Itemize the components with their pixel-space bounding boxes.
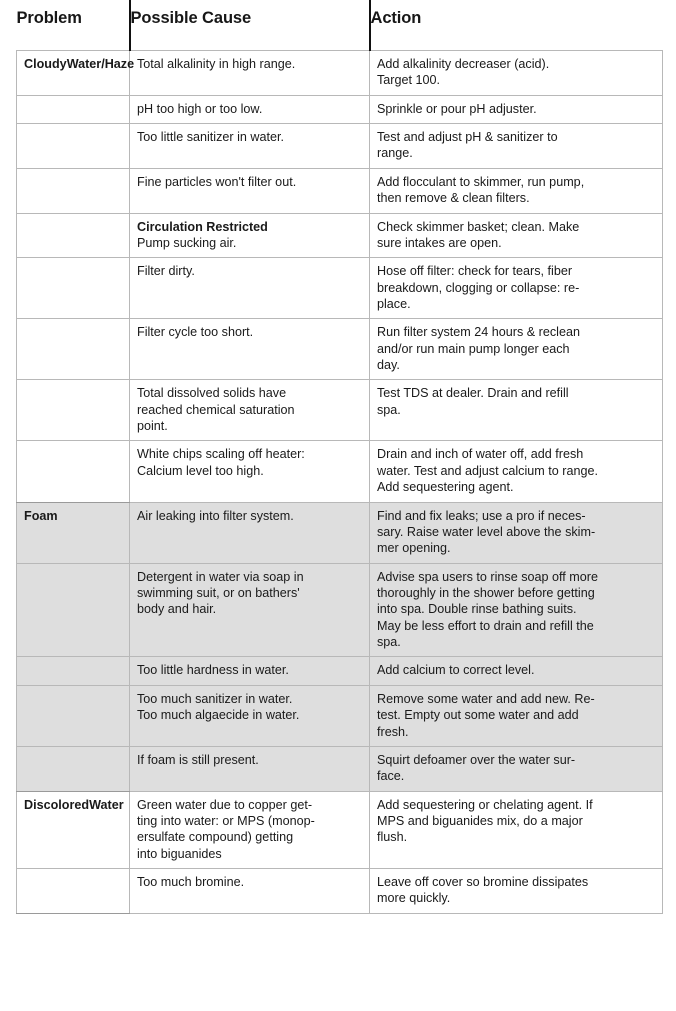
action-line: Hose off filter: check for tears, fiber [377,264,573,279]
problem-category-cell [17,51,135,96]
possible-cause-cell [130,51,370,96]
table-row [17,380,663,441]
action-line: Target 100. [377,73,441,88]
table-row [17,51,663,96]
action-line: fresh. [377,724,409,739]
action-cell [370,319,663,380]
table-row [17,168,663,213]
problem-label-line: Discolored [24,797,90,812]
action-line: Add alkalinity decreaser (acid). [377,57,550,71]
action-line: Add sequestering agent. [377,480,514,495]
cause-line: If foam is still present. [137,752,259,767]
action-line: spa. [377,635,401,650]
column-header-problem: Problem [17,0,130,51]
table-row [17,258,663,319]
table-row [17,124,663,169]
action-cell [370,502,663,563]
problem-label-line: Water [89,797,124,812]
cause-line: Too little sanitizer in water. [137,130,284,145]
action-line: Test TDS at dealer. Drain and refill [377,386,569,401]
table-row [17,441,663,502]
cause-line: body and hair. [137,602,217,617]
table-row [17,791,663,868]
cause-line: pH too high or too low. [137,101,263,116]
column-header-possible-cause: Possible Cause [130,0,370,51]
action-cell [370,791,663,868]
problem-category-spacer [17,441,130,502]
cause-line: swimming suit, or on bathers' [137,585,300,600]
table-row [17,563,663,657]
action-line: mer opening. [377,541,451,556]
possible-cause-cell [130,213,370,258]
problem-category-spacer [17,124,130,169]
problem-category-spacer [17,258,130,319]
possible-cause-cell [130,441,370,502]
possible-cause-cell [130,563,370,657]
cause-emphasis: Circulation Restricted [137,219,268,234]
table-row [17,746,663,791]
table-row [17,95,663,123]
cause-line: into biguanides [137,846,222,861]
possible-cause-cell [130,685,370,746]
action-line: flush. [377,830,408,845]
problem-category-spacer [17,95,130,123]
cause-line: Total dissolved solids have [137,386,287,401]
action-line: Test and adjust pH & sanitizer to [377,130,558,145]
possible-cause-cell [130,258,370,319]
action-line: water. Test and adjust calcium to range. [377,463,598,478]
action-line: Find and fix leaks; use a pro if neces- [377,508,586,523]
cause-line: Fine particles won't filter out. [137,174,297,189]
action-cell [370,51,663,96]
action-line: more quickly. [377,891,451,906]
possible-cause-cell [130,168,370,213]
problem-category-spacer [17,380,130,441]
cause-line: Calcium level too high. [137,463,264,478]
action-line: range. [377,146,413,161]
action-line: Squirt defoamer over the water sur- [377,752,576,767]
cause-line: White chips scaling off heater: [137,447,305,462]
action-cell [370,869,663,914]
possible-cause-cell [130,791,370,868]
problem-category-spacer [17,746,130,791]
possible-cause-cell [130,319,370,380]
table-body [17,51,663,914]
action-line: breakdown, clogging or collapse: re- [377,280,580,295]
table-row [17,502,663,563]
action-cell [370,657,663,685]
action-line: thoroughly in the shower before getting [377,585,595,600]
table-row [17,869,663,914]
action-line: Remove some water and add new. Re- [377,691,595,706]
possible-cause-cell [130,746,370,791]
action-cell [370,258,663,319]
action-cell [370,685,663,746]
action-line: Advise spa users to rinse soap off more [377,569,598,584]
cause-line: Green water due to copper get- [137,797,313,812]
action-line: day. [377,358,400,373]
cause-line: Filter cycle too short. [137,325,254,340]
action-line: Add calcium to correct level. [377,663,535,678]
action-cell [370,168,663,213]
action-cell [370,380,663,441]
cause-line: reached chemical saturation [137,402,295,417]
column-header-action: Action [370,0,663,51]
possible-cause-cell [130,95,370,123]
table-header-row [17,0,663,51]
action-cell [370,213,663,258]
problem-category-spacer [17,869,130,914]
action-line: into spa. Double rinse bathing suits. [377,602,577,617]
cause-line: Total alkalinity in high range. [137,57,296,71]
problem-category-spacer [17,563,130,657]
possible-cause-cell [130,657,370,685]
action-line: Sprinkle or pour pH adjuster. [377,101,537,116]
problem-category-spacer [17,319,130,380]
possible-cause-cell [130,869,370,914]
action-line: face. [377,769,405,784]
problem-category-spacer [17,168,130,213]
cause-line: Pump sucking air. [137,235,237,250]
cause-line: point. [137,419,168,434]
possible-cause-cell [130,124,370,169]
action-line: Add sequestering or chelating agent. If [377,797,593,812]
action-line: then remove & clean filters. [377,191,530,206]
cause-line: Too much algaecide in water. [137,708,300,723]
action-line: sure intakes are open. [377,235,502,250]
action-line: place. [377,296,411,311]
action-line: May be less effort to drain and refill the [377,618,594,633]
table-row [17,213,663,258]
cause-line: Too much sanitizer in water. [137,691,293,706]
action-line: sary. Raise water level above the skim- [377,524,596,539]
problem-category-spacer [17,657,130,685]
action-line: Drain and inch of water off, add fresh [377,447,584,462]
problem-category-cell [17,502,130,563]
action-cell [370,746,663,791]
action-cell [370,124,663,169]
possible-cause-cell [130,380,370,441]
action-line: MPS and biguanides mix, do a major [377,813,583,828]
action-cell [370,95,663,123]
action-line: and/or run main pump longer each [377,341,570,356]
cause-line: Too little hardness in water. [137,663,289,678]
action-line: spa. [377,402,401,417]
problem-category-spacer [17,685,130,746]
cause-line: Too much bromine. [137,875,245,890]
action-cell [370,441,663,502]
table-row [17,685,663,746]
action-line: test. Empty out some water and add [377,708,579,723]
problem-label-line: Water/Haze [66,57,135,71]
action-line: Check skimmer basket; clean. Make [377,219,580,234]
problem-label-line: Foam [24,508,58,523]
problem-label-line: Cloudy [24,57,67,71]
table-row [17,657,663,685]
cause-line: ting into water: or MPS (monop- [137,813,315,828]
problem-category-cell [17,791,130,868]
table-head [17,0,663,51]
cause-line: Filter dirty. [137,264,195,279]
problem-category-spacer [17,213,130,258]
table-row [17,319,663,380]
action-line: Add flocculant to skimmer, run pump, [377,174,585,189]
cause-line: Detergent in water via soap in [137,569,304,584]
troubleshooting-table [16,0,663,914]
action-cell [370,563,663,657]
cause-line: ersulfate compound) getting [137,830,294,845]
action-line: Leave off cover so bromine dissipates [377,875,589,890]
possible-cause-cell [130,502,370,563]
action-line: Run filter system 24 hours & reclean [377,325,580,340]
cause-line: Air leaking into filter system. [137,508,294,523]
